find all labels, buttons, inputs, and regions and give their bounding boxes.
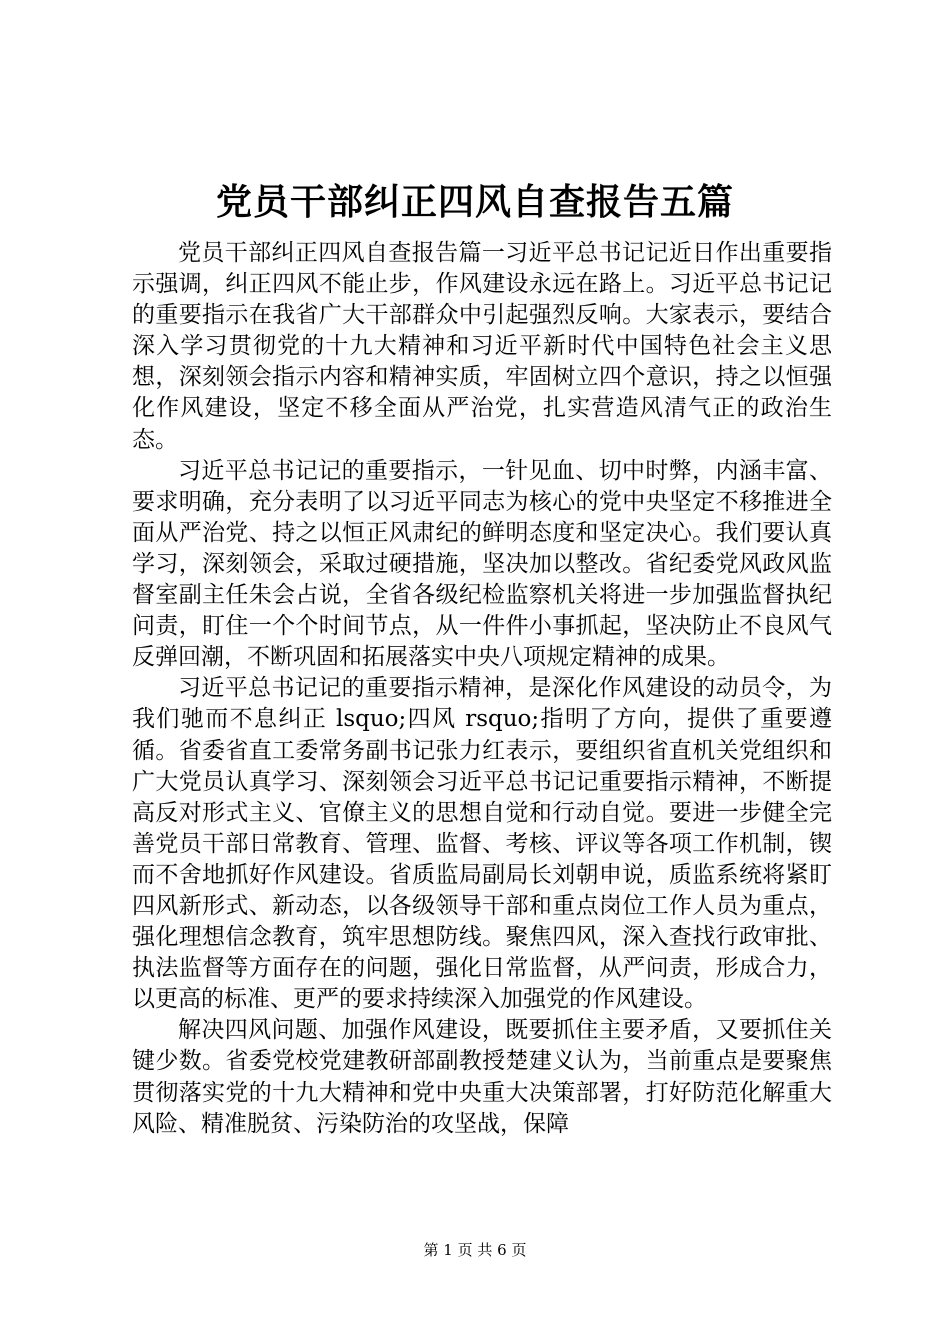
document-title: 党员干部纠正四风自查报告五篇 [215,181,734,223]
paragraph: 党员干部纠正四风自查报告篇一习近平总书记记近日作出重要指示强调，纠正四风不能止步，作风建设永远在路上。习近平总书记记的重要指示在我省广大干部群众中引起强烈反响。大家表示，要结合深入学习贯彻党的十九大精神和习近平新时代中国特色社会主义思想，深刻领会指示内容和精神实质，牢固树立四个意识，持之以恒强化作风建设，坚定不移全面从严治党，扎实营造风清气正的政治生态。 [132,240,832,453]
paragraph: 解决四风问题、加强作风建设，既要抓住主要矛盾，又要抓住关键少数。省委党校党建教研部副教授楚建义认为，当前重点是要聚焦贯彻落实党的十九大精神和党中央重大决策部署，打好防范化解重大风险、精准脱贫、污染防治的攻坚战，保障 [132,1017,832,1137]
document-body [132,238,832,1140]
paragraph: 习近平总书记记的重要指示精神，是深化作风建设的动员令，为我们驰而不息纠正 lsquo;四风 rsquo;指明了方向，提供了重要遵循。省委省直工委常务副书记张力红表示，要组织省直机关党组织和广大党员认真学习、深刻领会习近平总书记记重要指示精神，不断提高反对形式主义、官僚主义的思想自觉和行动自觉。要进一步健全完善党员干部日常教育、管理、监督、考核、评议等各项工作机制，锲而不舍地抓好作风建设。省质监局副局长刘朝申说，质监系统将紧盯四风新形式、新动态，以各级领导干部和重点岗位工作人员为重点，强化理想信念教育，筑牢思想防线。聚焦四风，深入查找行政审批、执法监督等方面存在的问题，强化日常监督，从严问责，形成合力，以更高的标准、更严的要求持续深入加强党的作风建设。 [132,675,832,1013]
page-number-footer: 第 1 页 共 6 页 [423,1241,527,1259]
paragraph: 习近平总书记记的重要指示，一针见血、切中时弊，内涵丰富、要求明确，充分表明了以习近平同志为核心的党中央坚定不移推进全面从严治党、持之以恒正风肃纪的鲜明态度和坚定决心。我们要认真学习，深刻领会，采取过硬措施，坚决加以整改。省纪委党风政风监督室副主任朱会占说，全省各级纪检监察机关将进一步加强监督执纪问责，盯住一个个时间节点，从一件件小事抓起，坚决防止不良风气反弹回潮，不断巩固和拓展落实中央八项规定精神的成果。 [132,457,832,671]
